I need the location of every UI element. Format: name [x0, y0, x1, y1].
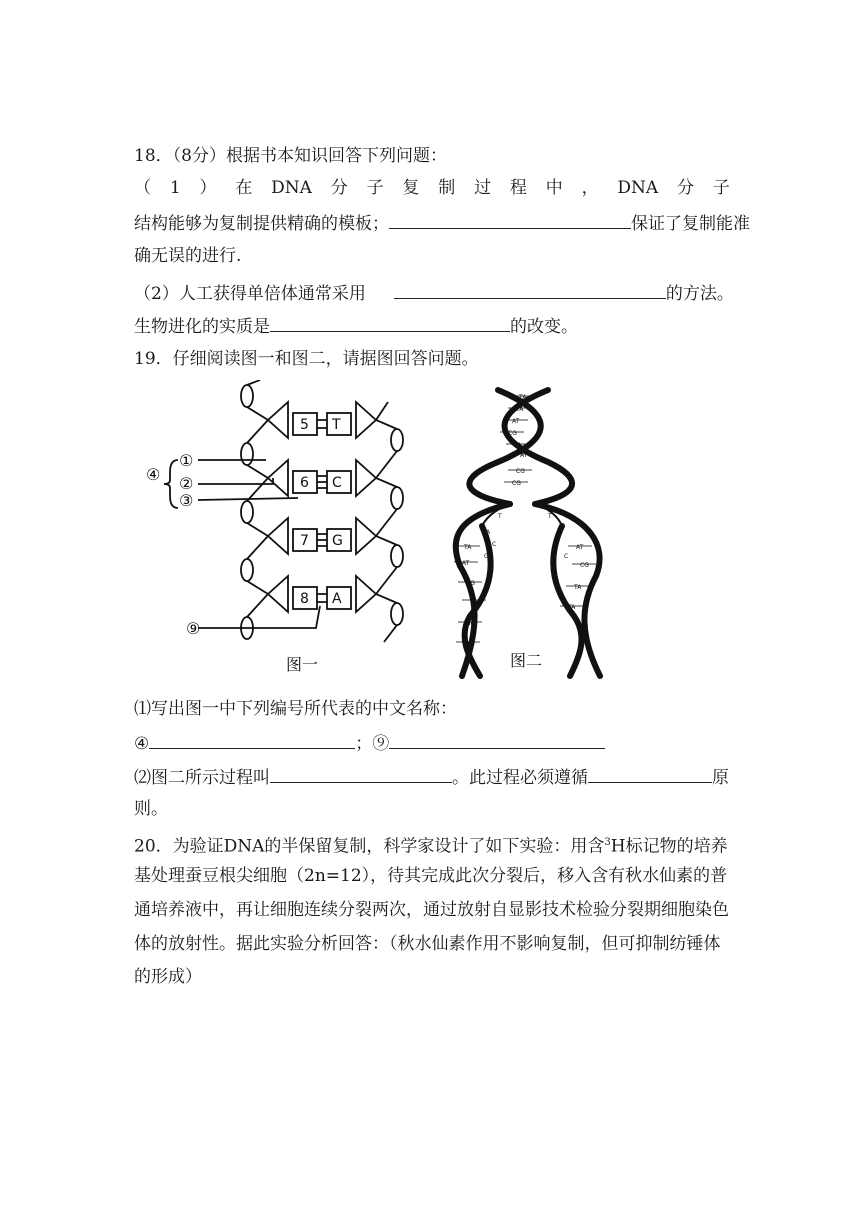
- q18-line1-token: DNA: [271, 178, 312, 198]
- fig2-pair-label: CG: [516, 468, 525, 475]
- q18-line1-token: 1: [169, 178, 181, 198]
- fig2-free-base: T: [548, 513, 552, 520]
- fig1-base: G: [332, 533, 343, 549]
- fig1-base: T: [332, 417, 341, 433]
- fig1-marker-1: ①: [179, 451, 194, 470]
- fig2-pair-label: GC: [466, 620, 475, 627]
- fig1-number: 5: [300, 417, 309, 433]
- fig2-pair-label: TA: [519, 394, 527, 401]
- answer-blank-1[interactable]: [389, 210, 631, 229]
- fig2-pair-label: TA: [514, 442, 522, 449]
- fig1-number: 6: [300, 475, 309, 491]
- q18-line5-text-a: 生物进化的实质是: [134, 317, 270, 337]
- fig2-pair-label: AT: [520, 452, 528, 459]
- fig2-pair-label: CG: [580, 562, 589, 569]
- q18-line1-token: 程: [509, 178, 527, 198]
- q20-line1-text-a: 20．为验证DNA的半保留复制，科学家设计了如下实验：用含: [134, 836, 605, 857]
- q20-line3: 通培养液中，再让细胞连续分裂两次，通过放射自显影技术检验分裂期细胞染色: [134, 900, 729, 920]
- fig1-marker-2: ②: [179, 474, 194, 493]
- q18-line1-token: 复: [402, 178, 420, 198]
- fig1-base: C: [332, 475, 342, 491]
- q19-sub2-text-c: 原: [712, 768, 729, 788]
- fig2-pair-label: CG: [508, 430, 517, 437]
- fig2-pair-label: CG: [466, 580, 475, 587]
- fig1-marker-9: ⑨: [186, 619, 201, 638]
- answer-blank-2[interactable]: [394, 280, 666, 299]
- q18-line4: [134, 280, 734, 306]
- q18-line1-token: ，: [581, 178, 599, 198]
- figure-1-dna-structure: [138, 380, 428, 680]
- q18-heading: 18．（8分）根据书本知识回答下列问题：: [134, 146, 447, 166]
- fig2-pair-label: TA: [464, 544, 472, 551]
- figure-2-caption: 图二: [510, 651, 543, 670]
- q18-line2-text-b: 保证了复制能准: [631, 214, 750, 234]
- q19-heading: 19．仔细阅读图一和图二，请据图回答问题。: [134, 349, 479, 369]
- fig2-pair-label: TA: [516, 406, 524, 413]
- q18-line1-token: 在: [235, 178, 253, 198]
- q19-sub1-answers: [134, 730, 605, 756]
- q18-line4-text-b: 的方法。: [665, 284, 734, 304]
- fig2-pair-label: TA: [470, 598, 478, 605]
- q20-superscript: 3: [604, 837, 611, 848]
- q20-line1-text-b: H标记物的培养: [610, 836, 728, 857]
- answer-blank-3[interactable]: [270, 313, 510, 332]
- fig1-number: 8: [300, 591, 309, 607]
- answer-blank-6[interactable]: [270, 764, 452, 783]
- figure-1-caption: 图一: [286, 655, 319, 674]
- q18-line1-token: 分: [330, 178, 348, 198]
- figure-2-dna-replication: [440, 386, 620, 682]
- fig2-pair-label: TA: [568, 604, 576, 611]
- fig2-free-base: A: [486, 529, 491, 536]
- fig2-free-base: C: [564, 553, 569, 560]
- q18-line1-token: 分: [677, 178, 695, 198]
- q20-line5: 的形成）: [134, 967, 202, 987]
- fig2-pair-label: AT: [462, 560, 470, 567]
- q18-line1-token: 子: [712, 178, 730, 198]
- q18-line1-token: 制: [438, 178, 456, 198]
- answer-blank-5[interactable]: [389, 730, 605, 749]
- fig2-pair-label: AT: [576, 544, 584, 551]
- q18-line2-text-a: 结构能够为复制提供精确的模板；: [134, 214, 389, 234]
- fig2-free-base: A: [558, 527, 563, 534]
- fig1-number: 7: [300, 533, 309, 549]
- q18-line1-token: 子: [366, 178, 384, 198]
- fig1-marker-4: ④: [146, 465, 161, 484]
- q18-line2: [134, 210, 750, 236]
- q19-sub1-marker-4: ④: [134, 734, 150, 754]
- q20-line1: [134, 831, 728, 859]
- q18-line1-token: 过: [474, 178, 492, 198]
- q19-sub2-text-b: 。此过程必须遵循: [452, 768, 588, 788]
- q18-line5: [134, 313, 578, 339]
- q20-line2: 基处理蚕豆根尖细胞（2n=12），待其完成此次分裂后，移入含有秋水仙素的普: [134, 866, 728, 886]
- fig2-pair-label: AT: [512, 418, 520, 425]
- fig2-pair-label: CG: [512, 480, 521, 487]
- fig1-base: A: [332, 591, 342, 607]
- q18-line1-token: 中: [545, 178, 563, 198]
- q18-line1: [134, 176, 730, 200]
- fig2-pair-label: TA: [574, 584, 582, 591]
- q18-line1-token: DNA: [617, 178, 659, 198]
- q20-line4: 体的放射性。据此实验分析回答：（秋水仙素作用不影响复制，但可抑制纺锤体: [134, 934, 721, 954]
- q18-line1-token: ）: [199, 178, 217, 198]
- fig2-pair-label: TA: [464, 640, 472, 647]
- q18-line3: 确无误的进行.: [134, 246, 242, 266]
- q19-sub2: [134, 764, 729, 790]
- q19-sub1: ⑴写出图一中下列编号所代表的中文名称：: [134, 699, 457, 719]
- fig1-marker-3: ③: [179, 491, 194, 510]
- answer-blank-4[interactable]: [149, 730, 355, 749]
- q19-sub1-separator: ；⑨: [355, 734, 390, 754]
- q18-line1-token: （: [134, 178, 151, 198]
- answer-blank-7[interactable]: [588, 764, 712, 783]
- q19-sub2-text-a: ⑵图二所示过程叫: [134, 768, 270, 788]
- fig2-free-base: G: [484, 553, 489, 560]
- fig2-free-base: T: [498, 513, 502, 520]
- q18-line4-text-a: （2）人工获得单倍体通常采用: [134, 284, 366, 304]
- q18-line5-text-b: 的改变。: [510, 317, 578, 337]
- fig2-free-base: G: [554, 541, 559, 548]
- q19-sub2-end: 则。: [134, 799, 168, 819]
- fig2-free-base: C: [492, 541, 497, 548]
